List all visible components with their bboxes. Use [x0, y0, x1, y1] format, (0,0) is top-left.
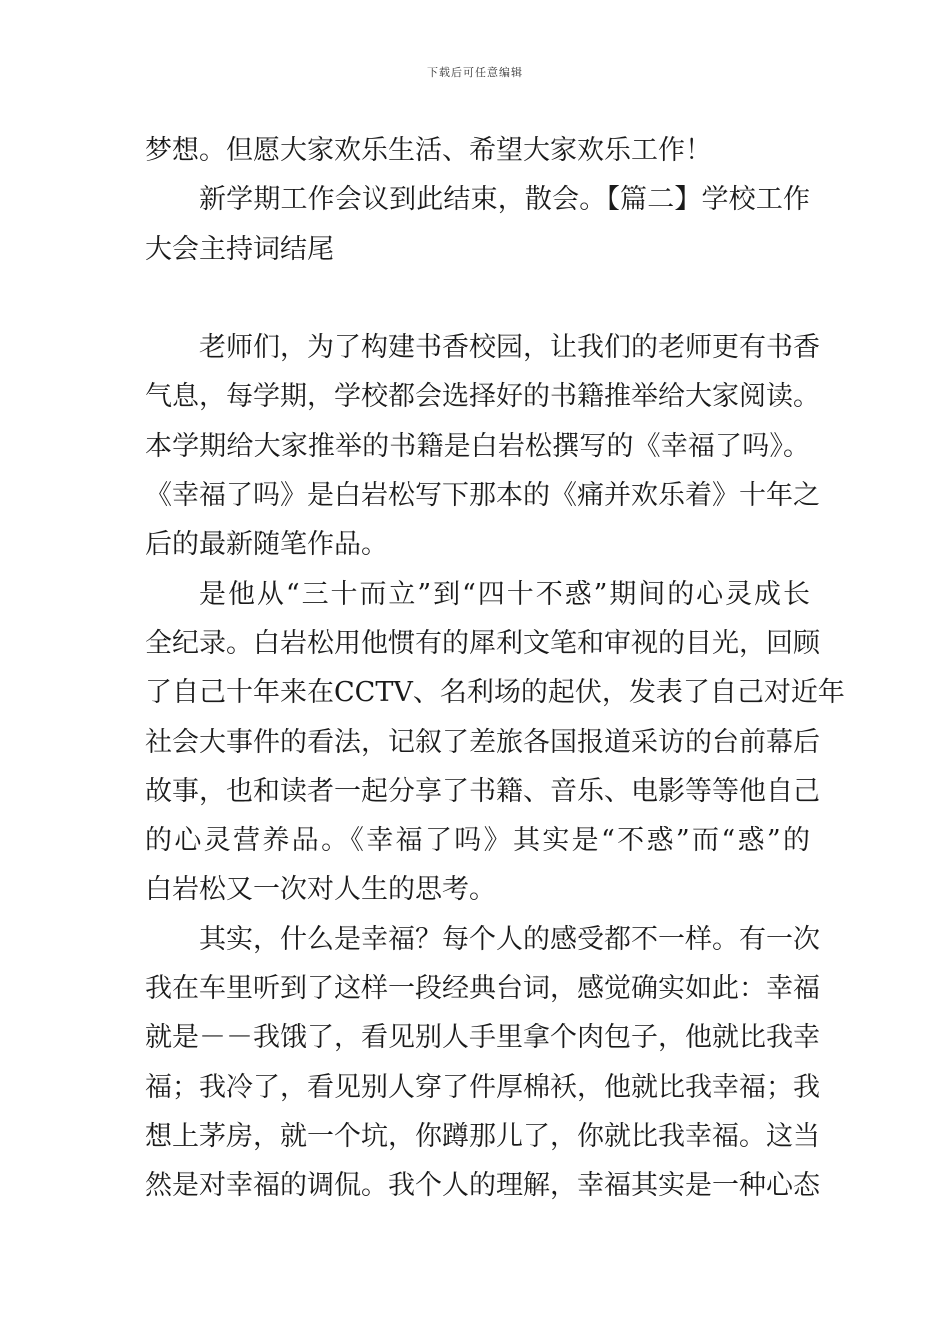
document-body	[145, 126, 845, 1211]
paragraph	[145, 175, 810, 274]
text-line: 福；我冷了，看见别人穿了件厚棉袄，他就比我幸福；我	[145, 1071, 820, 1103]
text-line: 后的最新随笔作品。	[145, 529, 388, 561]
text-line: 白岩松又一次对人生的思考。	[145, 874, 496, 906]
text-line: 了自己十年来在CCTV、名利场的起伏，发表了自己对近年	[145, 677, 845, 709]
text-line: 就是－－我饿了，看见别人手里拿个肉包子，他就比我幸	[145, 1022, 820, 1054]
paragraph	[145, 570, 845, 915]
text-line: 梦想。但愿大家欢乐生活、希望大家欢乐工作！	[145, 135, 712, 166]
paragraph	[145, 915, 820, 1211]
blank-line	[145, 274, 810, 323]
text-line: 大会主持词结尾	[145, 233, 334, 265]
paragraph	[145, 126, 810, 175]
text-line: 故事，也和读者一起分享了书籍、音乐、电影等等他自己	[145, 775, 820, 807]
text-line: 是他从“三十而立”到“四十不惑”期间的心灵成长	[199, 578, 810, 610]
text-line: 我在车里听到了这样一段经典台词，感觉确实如此：幸福	[145, 973, 820, 1005]
page-header: 下载后可任意编辑	[427, 66, 523, 79]
text-line: 的心灵营养品。《幸福了吗》其实是“不惑”而“惑”的	[145, 825, 810, 857]
text-line: 社会大事件的看法，记叙了差旅各国报道采访的台前幕后	[145, 726, 820, 758]
text-line: 老师们，为了构建书香校园，让我们的老师更有书香	[199, 332, 820, 364]
text-line: 本学期给大家推举的书籍是白岩松撰写的《幸福了吗》。	[145, 430, 810, 462]
paragraph	[145, 323, 820, 569]
text-line: 气息，每学期，学校都会选择好的书籍推举给大家阅读。	[145, 381, 820, 413]
text-line: 然是对幸福的调侃。我个人的理解，幸福其实是一种心态	[145, 1170, 820, 1202]
text-line: 《幸福了吗》是白岩松写下那本的《痛并欢乐着》十年之	[145, 480, 820, 512]
text-line: 全纪录。白岩松用他惯有的犀利文笔和审视的目光，回顾	[145, 627, 820, 659]
text-line: 想上茅房，就一个坑，你蹲那儿了，你就比我幸福。这当	[145, 1120, 820, 1152]
text-line: 新学期工作会议到此结束，散会。【篇二】学校工作	[199, 184, 810, 216]
text-line: 其实，什么是幸福？每个人的感受都不一样。有一次	[199, 923, 820, 955]
